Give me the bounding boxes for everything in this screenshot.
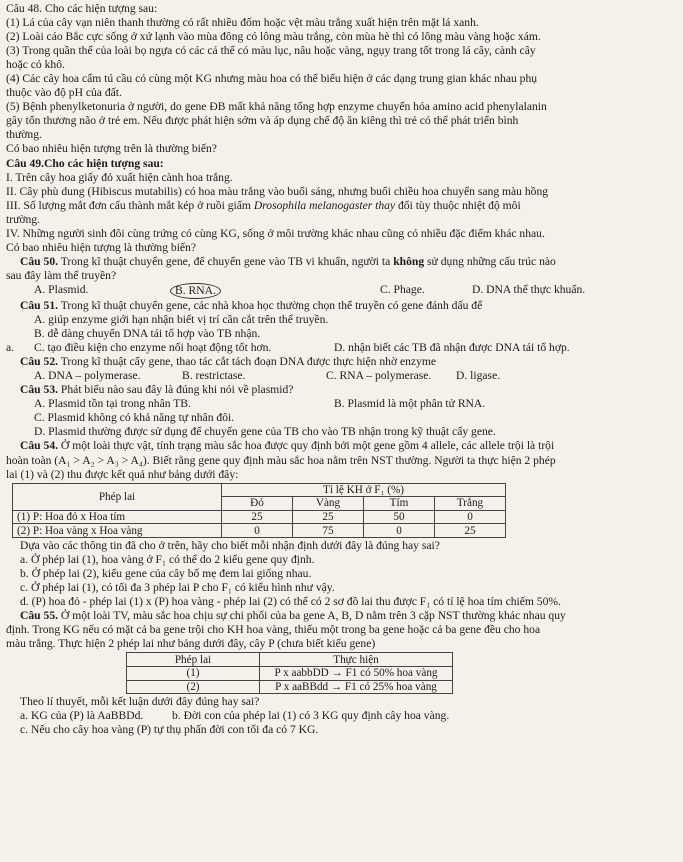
q49-question: Có bao nhiêu hiện tượng là thường biến? [6,240,197,254]
option-d[interactable]: D. nhận biết các TB đã nhận được DNA tái tổ hợp. [334,341,570,355]
selected-answer-circle: B. RNA. [170,283,221,299]
q55-stem-line: màu trắng. Thực hiện 2 phép lai như bảng dưới đây, cây P (chưa biết kiểu gene) [6,637,376,651]
option-b[interactable] [174,283,380,299]
q53-options-ab [6,397,677,411]
q52-options [6,369,677,383]
q53-title: Câu 53. [20,383,59,397]
q48-item: (2) Loài cáo Bắc cực sống ở xứ lạnh vào mùa đông có lông màu trắng, còn mùa hè thì có lông màu vàng hoặc xám. [6,30,541,44]
q49-item: trường. [6,212,40,226]
q48-item: thuộc vào độ pH của đất. [6,86,122,100]
table-cell: 25 [293,510,364,524]
option-b[interactable]: B. Plasmid là một phân tử RNA. [334,397,486,411]
q54-stem-line: hoàn toàn (A₁ > A₂ > A₃ > A₄). Biết rằng gene quy định màu sắc hoa nằm trên NST thường. Người ta thực hiện 2 phép [6,453,556,467]
table-cell: (2) P: Hoa vàng x Hoa vàng [13,524,222,538]
species-name: Drosophila melanogaster thay [253,198,396,212]
q54-stem: Câu 54. Ở một loài thực vật, tính trạng màu sắc hoa được quy định bởi một gene gồm 4 allele, các allele trội là trội [20,439,555,453]
q50-negation: không [393,254,425,268]
q49-item: I. Trên cây hoa giấy đỏ xuất hiện cành hoa trắng. [6,170,233,184]
q48-item: (3) Trong quần thể của loài bọ ngựa có các cá thể có màu lục, nâu hoặc vàng, ngụy trang tốt trong lá cây, cành cây [6,44,536,58]
table-subheader: Tím [364,497,435,511]
q48-item: (1) Lá của cây vạn niên thanh thường có rất nhiều đốm hoặc vệt màu trắng xuất hiện trên mặt lá xanh. [6,16,479,30]
statement-c: c. Nếu cho cây hoa vàng (P) tự thụ phấn đời con tối đa có 7 KG. [20,723,319,737]
q54-question: Dựa vào các thông tin đã cho ở trên, hãy cho biết mỗi nhận định dưới đây là đúng hay sai? [20,538,440,552]
option-b[interactable]: B. dễ dàng chuyển DNA tái tổ hợp vào TB nhận. [34,327,261,341]
option-a[interactable]: A. giúp enzyme giới hạn nhận biết vị trí cần cắt trên thể truyền. [34,313,329,327]
table-row [127,666,453,680]
table-row [127,680,453,694]
option-d[interactable]: D. DNA thể thực khuẩn. [472,282,586,296]
q51-title: Câu 51. [20,298,59,312]
q49-item: III. Số lượng mắt đơn cấu thành mắt kép ở ruồi giấm Drosophila melanogaster thay đổi tùy thuộc nhiệt độ môi [6,198,521,212]
q48-item: gây tổn thương não ở trẻ em. Nếu được phát hiện sớm và áp dụng chế độ ăn kiêng thì trẻ có thể phát triển bình [6,114,519,128]
option-a[interactable]: A. Plasmid. [34,282,89,296]
q54-stem-line: lai (1) và (2) thu được kết quả như bảng dưới đây: [6,467,239,481]
q49-title: Câu 49.Cho các hiện tượng sau: [6,156,164,170]
option-d[interactable]: D. ligase. [456,369,501,383]
table-group-header: Tỉ lệ KH ở F₁ (%) [222,483,506,497]
q50-stem: Câu 50. Trong kĩ thuật chuyển gene, để chuyển gene vào TB vi khuẩn, người ta không sử dụng những cấu trúc nào [20,254,556,268]
q55-stem: Câu 55. Ở một loài TV, màu sắc hoa chịu sự chi phối của ba gene A, B, D nằm trên 3 cặp NST thường khác nhau quy [20,609,566,623]
table-cell: 75 [293,524,364,538]
option-c[interactable]: C. tạo điều kiện cho enzyme nối hoạt động tốt hơn. [34,341,272,355]
option-a[interactable]: A. DNA – polymerase. [34,369,141,383]
statement-a: a. Ở phép lai (1), hoa vàng ở F₁ có thể do 2 kiểu gene quy định. [20,553,315,567]
table-row [13,510,506,524]
table-row [13,524,506,538]
q48-item: thường. [6,128,42,142]
table-cell: (1) [127,666,260,680]
option-c[interactable]: C. RNA – polymerase. [326,369,432,383]
table-subheader: Trắng [435,497,506,511]
table-subheader: Vàng [293,497,364,511]
statement-c: c. Ở phép lai (1), có tối đa 3 phép lai P cho F₁ có kiểu hình như vậy. [20,581,335,595]
q54-table [12,483,506,538]
q54-title: Câu 54. [20,439,59,453]
option-d[interactable]: D. Plasmid thường được sử dụng để chuyển gene của TB cho vào TB nhận trong kỹ thuật cấy gene. [34,425,496,439]
q55-title: Câu 55. [20,609,59,623]
q50-title: Câu 50. [20,254,59,268]
option-c[interactable]: C. Plasmid không có khả năng tự nhân đôi. [34,411,235,425]
table-header: Phép lai [127,653,260,667]
statement-b: b. Đời con của phép lai (1) có 3 KG quy định cây hoa vàng. [172,709,450,723]
q48-question: Có bao nhiêu hiện tượng trên là thường biến? [6,142,217,156]
q53-stem: Câu 53. Phát biểu nào sau đây là đúng khi nói về plasmid? [20,383,294,397]
q50-stem-cont: sau đây làm thể truyền? [6,268,117,282]
q50-options [6,283,677,299]
q48-item: (4) Các cây hoa cẩm tú cầu có cùng một KG nhưng màu hoa có thể biểu hiện ở các dạng trung gian khác nhau phụ [6,72,538,86]
table-header: Phép lai [13,483,222,510]
table-cell: 25 [435,524,506,538]
q48-title: Câu 48. Cho các hiện tượng sau: [6,2,158,15]
table-header: Thực hiện [260,653,453,667]
table-cell: 0 [435,510,506,524]
table-cell: 0 [364,524,435,538]
option-a[interactable]: A. Plasmid tồn tại trong nhân TB. [34,397,191,411]
q51-stem: Câu 51. Trong kĩ thuật chuyển gene, các nhà khoa học thường chọn thể truyền có gene đánh dấu để [20,298,483,312]
q48-item: (5) Bệnh phenylketonuria ở người, do gene ĐB mất khả năng tổng hợp enzyme chuyển hóa amino acid phenylalanin [6,100,547,114]
q48-item: hoặc cỏ khô. [6,58,65,72]
q55-table [126,652,453,694]
option-c[interactable]: C. Phage. [380,282,425,296]
q49-item: IV. Những người sinh đôi cùng trứng có cùng KG, sống ở môi trường khác nhau cũng có nhiều đặc điểm khác nhau. [6,226,545,240]
q55-question: Theo lí thuyết, mỗi kết luận dưới đây đúng hay sai? [20,695,260,709]
table-subheader: Đỏ [222,497,293,511]
table-cell: 25 [222,510,293,524]
table-cell: (1) P: Hoa đỏ x Hoa tím [13,510,222,524]
table-cell: P x aaBBdd → F1 có 25% hoa vàng [260,680,453,694]
statement-d: d. (P) hoa đỏ - phép lai (1) x (P) hoa vàng - phép lai (2) có thể có 2 sơ đồ lai thu được F₁ có tỉ lệ hoa tím chiếm 50%. [20,595,561,609]
option-b[interactable]: B. restrictase. [182,369,246,383]
q49-item: II. Cây phù dung (Hibiscus mutabilis) có hoa màu trắng vào buổi sáng, nhưng buổi chiều hoa chuyển sang màu hồng [6,184,549,198]
q55-stem-line: định. Trong KG nếu có mặt cả ba gene trội cho KH hoa vàng, thiếu một trong ba gene hoặc cả ba gene đều cho hoa [6,623,541,637]
q51-options-cd [6,341,677,355]
table-cell: 0 [222,524,293,538]
q52-title: Câu 52. [20,355,59,369]
table-cell: P x aabbDD → F1 có 50% hoa vàng [260,666,453,680]
table-cell: 50 [364,510,435,524]
handwritten-mark: a. [6,341,15,355]
q52-stem: Câu 52. Trong kĩ thuật cấy gene, thao tác cắt tách đoạn DNA được thực hiện nhờ enzyme [20,355,437,369]
table-cell: (2) [127,680,260,694]
statement-b: b. Ở phép lai (2), kiểu gene của cây bố mẹ đem lai giống nhau. [20,567,312,581]
statement-a: a. KG của (P) là AaBBDd. [20,709,144,723]
q55-statements-ab [6,709,677,723]
